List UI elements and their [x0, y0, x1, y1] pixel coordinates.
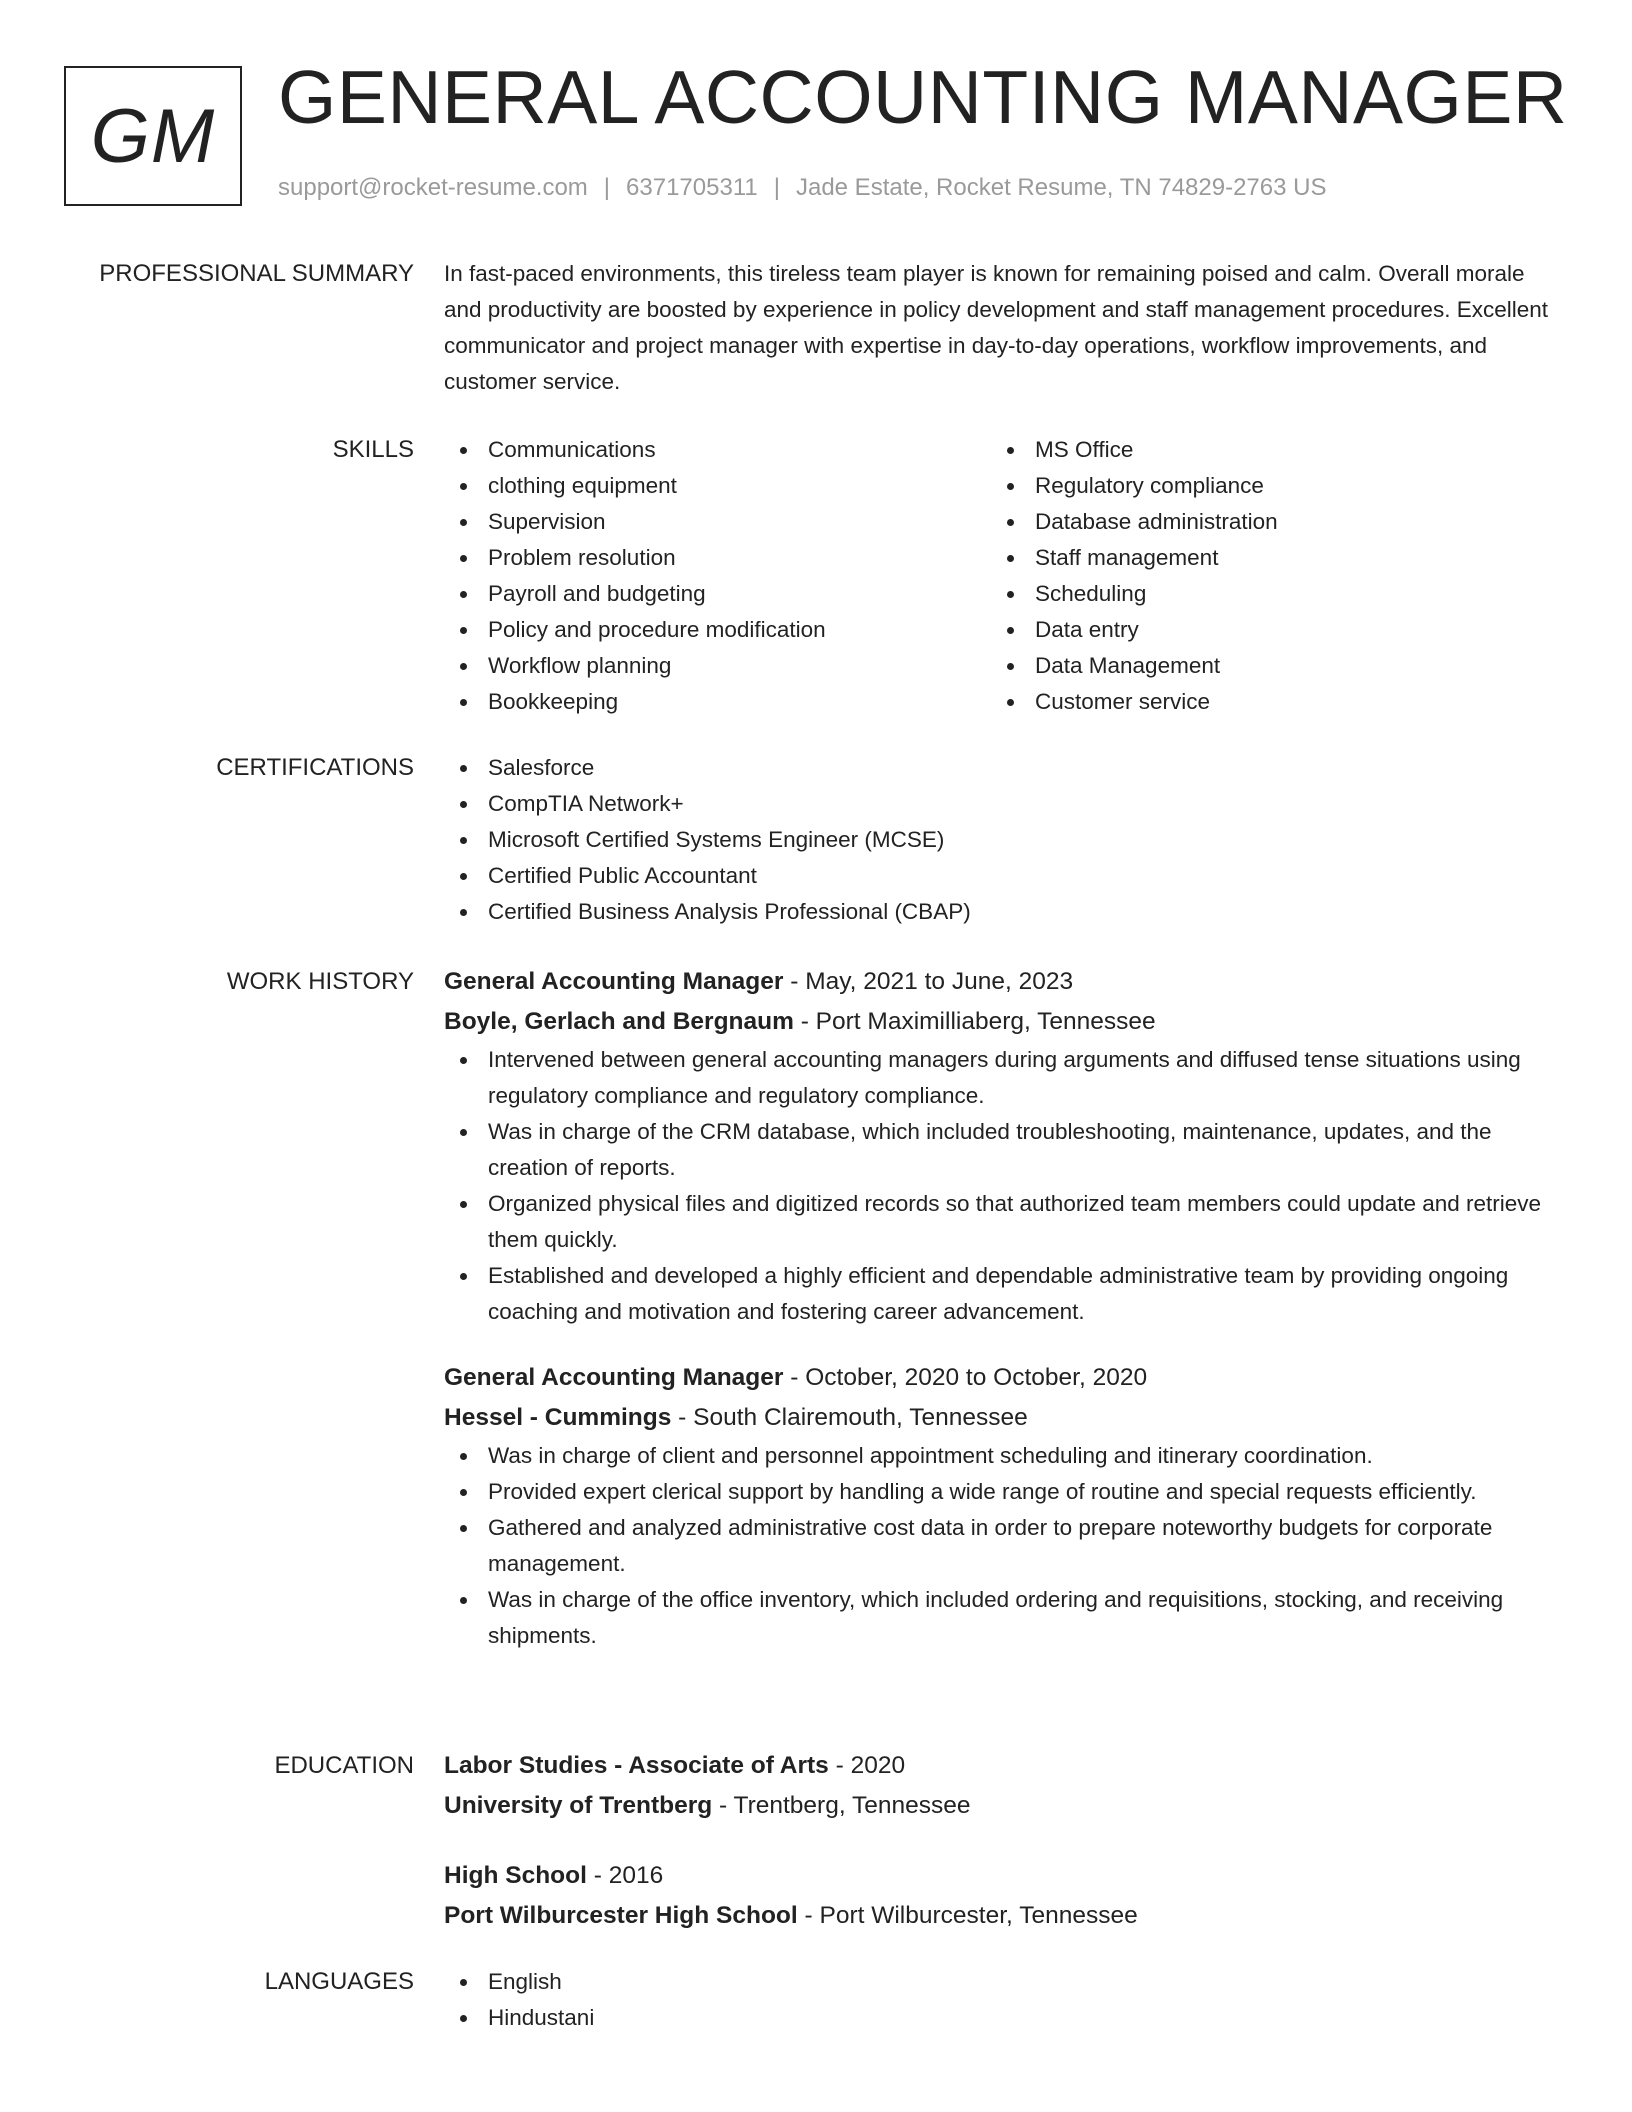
section-heading: PROFESSIONAL SUMMARY: [99, 260, 414, 287]
skill-item: Data Management: [991, 648, 1538, 684]
education-degree: High School: [444, 1862, 587, 1889]
job-dates: - October, 2020 to October, 2020: [783, 1364, 1148, 1391]
education-school: Port Wilburcester High School: [444, 1902, 798, 1929]
job-bullet: Intervened between general accounting managers during arguments and diffused tense situations using regulatory compliance and regulatory compliance.: [444, 1042, 1558, 1114]
section-body: [444, 1964, 1558, 2036]
education-entry: [444, 1856, 1558, 1936]
job-bullet-list: [444, 1042, 1558, 1330]
skill-item: Customer service: [991, 684, 1538, 720]
certification-list: [444, 750, 1558, 930]
section-heading: LANGUAGES: [264, 1968, 414, 1995]
contact-separator: |: [773, 174, 780, 201]
section-body: [444, 750, 1558, 930]
section-heading: EDUCATION: [274, 1752, 414, 1779]
job-title-line: [444, 962, 1558, 1002]
job-bullet: Gathered and analyzed administrative cost data in order to prepare noteworthy budgets for corporate management.: [444, 1510, 1558, 1582]
job-bullet: Was in charge of the CRM database, which included troubleshooting, maintenance, updates, and the creation of reports.: [444, 1114, 1558, 1186]
skill-item: Staff management: [991, 540, 1538, 576]
skill-item: Supervision: [444, 504, 991, 540]
job-title: General Accounting Manager: [444, 1364, 784, 1391]
education-location: - Trentberg, Tennessee: [712, 1792, 971, 1819]
language-list: [444, 1964, 1558, 2036]
education-school-line: [444, 1896, 1558, 1936]
contact-line: [278, 174, 1326, 202]
education-degree: Labor Studies - Associate of Arts: [444, 1752, 829, 1779]
job-entry: [444, 962, 1558, 1330]
section-heading: CERTIFICATIONS: [216, 754, 414, 781]
skill-item: Database administration: [991, 504, 1538, 540]
certification-item: CompTIA Network+: [444, 786, 1558, 822]
job-bullet-list: [444, 1438, 1558, 1654]
education-school: University of Trentberg: [444, 1792, 713, 1819]
skill-item: Policy and procedure modification: [444, 612, 991, 648]
job-location: - Port Maximilliaberg, Tennessee: [793, 1008, 1156, 1035]
monogram-logo: GM: [64, 66, 242, 206]
skill-item: Scheduling: [991, 576, 1538, 612]
skills-column-right: [991, 432, 1538, 720]
language-item: Hindustani: [444, 2000, 1558, 2036]
job-bullet: Provided expert clerical support by handling a wide range of routine and special requests efficiently.: [444, 1474, 1558, 1510]
skill-item: Regulatory compliance: [991, 468, 1538, 504]
section-body: [444, 1746, 1558, 1936]
job-entry: [444, 1358, 1558, 1654]
skill-item: Payroll and budgeting: [444, 576, 991, 612]
certification-item: Salesforce: [444, 750, 1558, 786]
job-bullet: Was in charge of client and personnel appointment scheduling and itinerary coordination.: [444, 1438, 1558, 1474]
contact-separator: |: [603, 174, 611, 201]
language-item: English: [444, 1964, 1558, 2000]
education-location: - Port Wilburcester, Tennessee: [797, 1902, 1138, 1929]
job-bullet: Established and developed a highly efficient and dependable administrative team by providing ongoing coaching and motivation and fostering career advancement.: [444, 1258, 1558, 1330]
education-year: - 2020: [828, 1752, 906, 1779]
job-title-line: [444, 1358, 1558, 1398]
skill-item: Bookkeeping: [444, 684, 991, 720]
job-bullet: Was in charge of the office inventory, which included ordering and requisitions, stocking, and receiving shipments.: [444, 1582, 1558, 1654]
skill-item: Problem resolution: [444, 540, 991, 576]
skill-item: MS Office: [991, 432, 1538, 468]
job-location: - South Clairemouth, Tennessee: [671, 1404, 1028, 1431]
skill-item: Data entry: [991, 612, 1538, 648]
job-bullet: Organized physical files and digitized records so that authorized team members could update and retrieve them quickly.: [444, 1186, 1558, 1258]
skills-column-left: [444, 432, 991, 720]
section-heading: SKILLS: [332, 436, 414, 463]
skill-item: Workflow planning: [444, 648, 991, 684]
certification-item: Certified Public Accountant: [444, 858, 1558, 894]
education-degree-line: [444, 1746, 1558, 1786]
education-school-line: [444, 1786, 1558, 1826]
section-body: [444, 256, 1558, 400]
job-company-line: [444, 1002, 1558, 1042]
job-company: Hessel - Cummings: [444, 1404, 672, 1431]
page-title: GENERAL ACCOUNTING MANAGER: [278, 55, 1568, 139]
contact-email[interactable]: support@rocket-resume.com: [278, 174, 588, 201]
job-company: Boyle, Gerlach and Bergnaum: [444, 1008, 794, 1035]
job-title: General Accounting Manager: [444, 968, 784, 995]
contact-phone[interactable]: 6371705311: [626, 174, 758, 201]
skill-item: clothing equipment: [444, 468, 991, 504]
skills-grid: [444, 432, 1558, 720]
certification-item: Certified Business Analysis Professional (CBAP): [444, 894, 1558, 930]
section-body: [444, 962, 1558, 1654]
section-heading: WORK HISTORY: [226, 968, 414, 995]
certification-item: Microsoft Certified Systems Engineer (MCSE): [444, 822, 1558, 858]
education-year: - 2016: [586, 1862, 664, 1889]
skill-item: Communications: [444, 432, 991, 468]
education-entry: [444, 1746, 1558, 1826]
summary-text: In fast-paced environments, this tireless team player is known for remaining poised and calm. Overall morale and productivity are boosted by experience in policy development and staff management procedures. Excellent communicator and project manager with expertise in day-to-day operations, workflow improvements, and customer service.: [444, 261, 1548, 394]
job-dates: - May, 2021 to June, 2023: [783, 968, 1074, 995]
education-degree-line: [444, 1856, 1558, 1896]
job-company-line: [444, 1398, 1558, 1438]
contact-address: Jade Estate, Rocket Resume, TN 74829-2763 US: [795, 174, 1327, 201]
